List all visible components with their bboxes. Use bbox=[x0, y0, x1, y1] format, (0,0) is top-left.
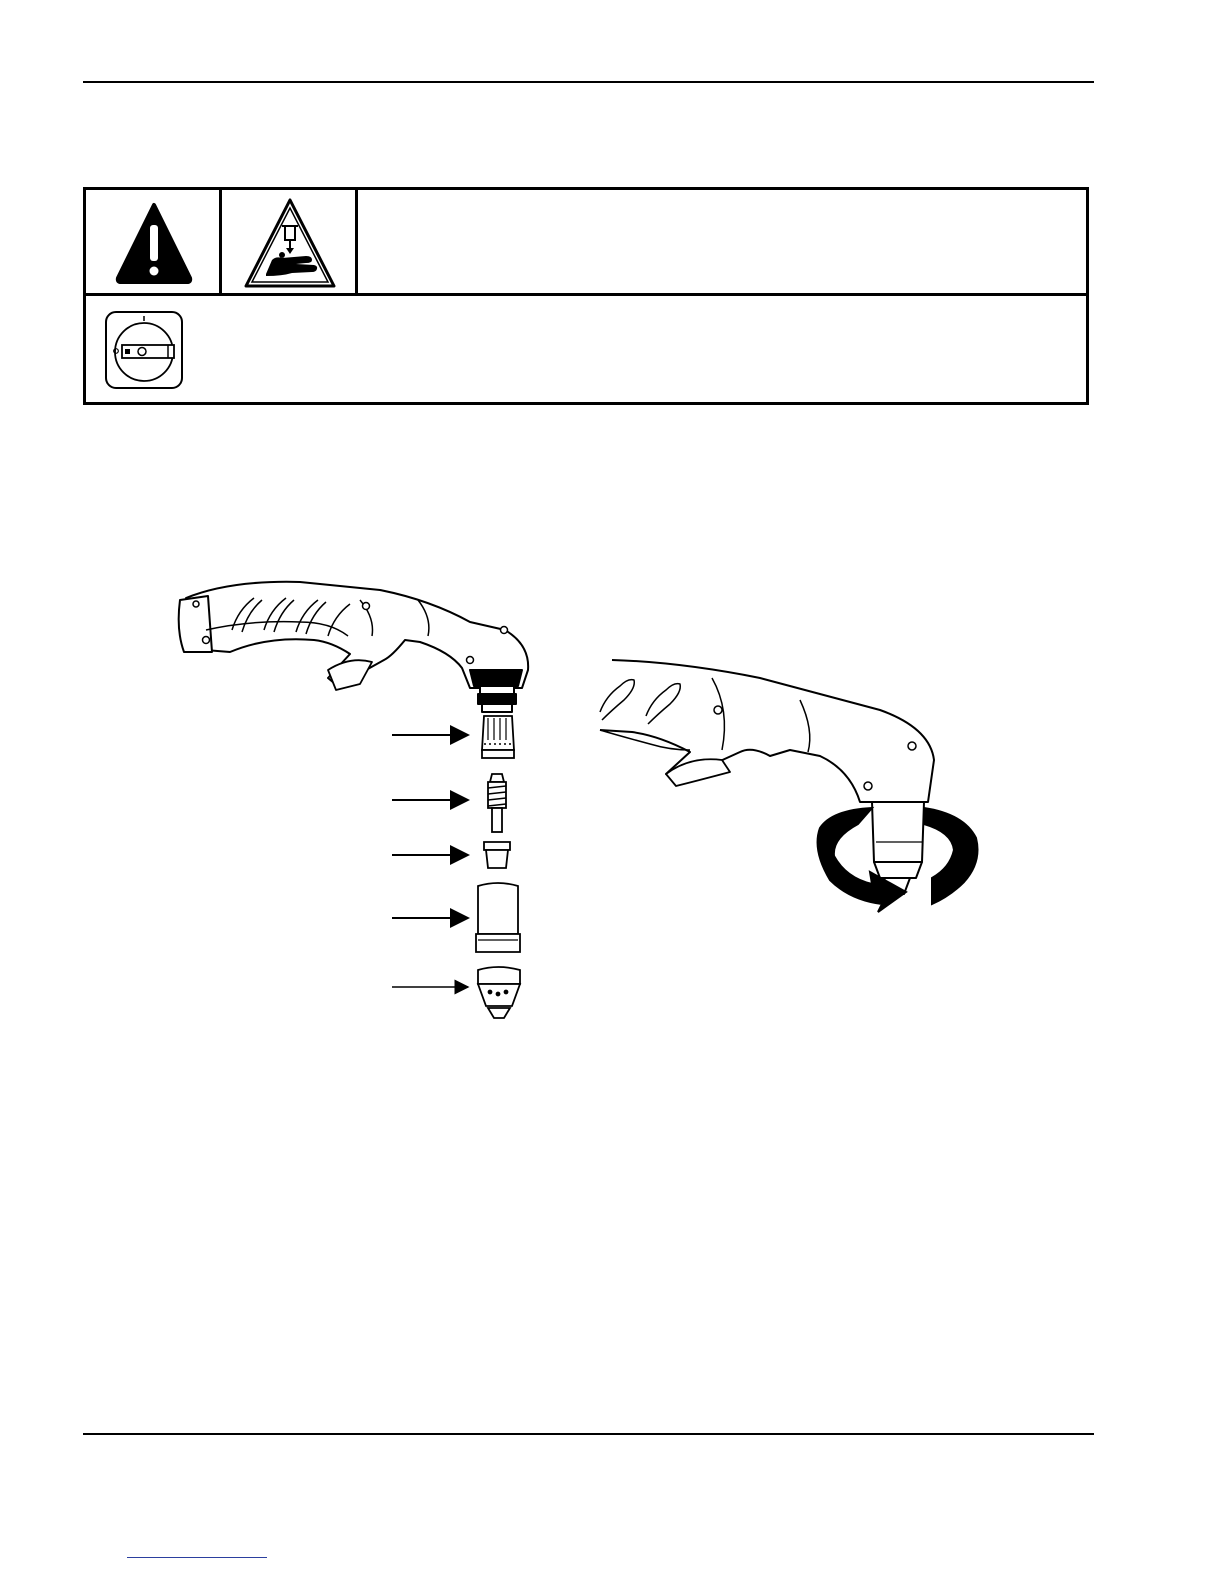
power-text bbox=[206, 296, 1086, 402]
torch-right bbox=[600, 660, 934, 894]
warning-box bbox=[83, 187, 1089, 405]
electrode bbox=[488, 774, 506, 832]
hand-hazard-cell bbox=[222, 190, 358, 293]
nozzle bbox=[484, 842, 510, 868]
torch-left bbox=[179, 582, 528, 712]
footer-link[interactable] bbox=[127, 1557, 267, 1558]
torch-consumables-figure bbox=[0, 560, 1224, 1040]
caution-cell bbox=[86, 190, 222, 293]
header-rule bbox=[83, 81, 1094, 83]
part-arrows bbox=[392, 735, 468, 987]
shield bbox=[478, 967, 520, 1018]
footer-rule bbox=[83, 1433, 1094, 1435]
power-switch-off-icon bbox=[104, 310, 184, 390]
swirl-ring bbox=[482, 716, 514, 758]
warning-triangle-icon bbox=[86, 190, 222, 293]
hand-injury-hazard-icon bbox=[222, 190, 358, 293]
warning-row bbox=[86, 190, 1086, 296]
power-row bbox=[86, 296, 1086, 402]
warning-text bbox=[358, 190, 1086, 293]
retaining-cap bbox=[476, 883, 520, 952]
torch-illustration bbox=[0, 560, 1224, 1040]
